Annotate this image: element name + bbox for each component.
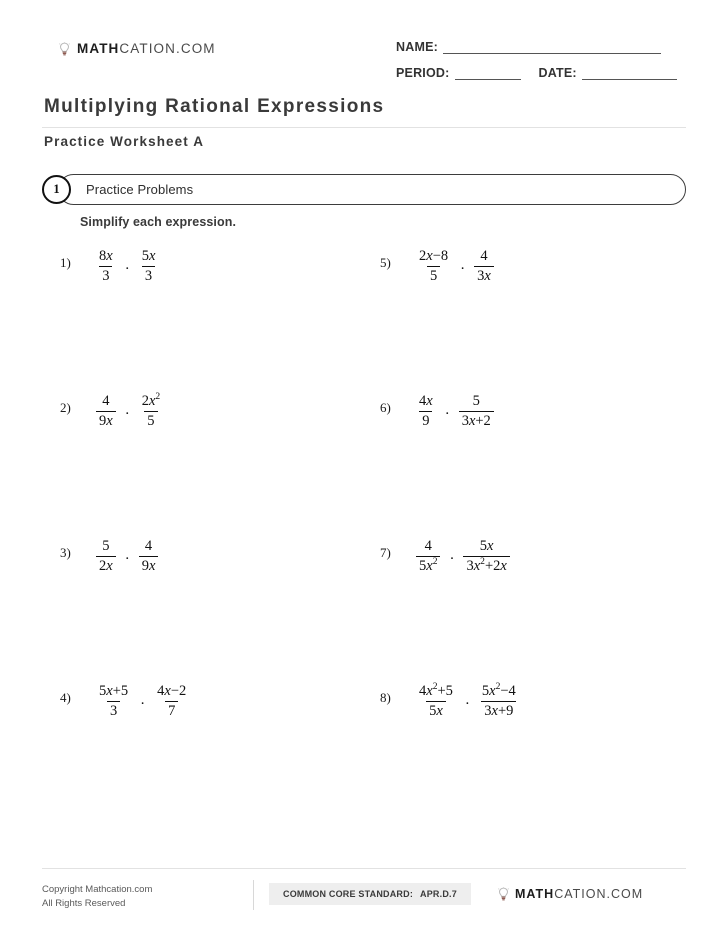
fraction-denominator: 5	[427, 266, 440, 284]
fraction-numerator: 4	[144, 538, 153, 555]
period-input[interactable]	[455, 66, 521, 80]
name-input[interactable]	[443, 40, 661, 54]
fraction-first-factor	[92, 393, 120, 428]
fraction-denominator: 3x+2	[459, 411, 494, 429]
multiplication-operator: ·	[124, 405, 130, 422]
multiplication-operator: ·	[449, 550, 455, 567]
fraction-numerator: 8x	[99, 248, 113, 265]
lightbulb-icon	[58, 42, 71, 57]
name-field-row	[396, 28, 686, 54]
problem-expression	[412, 243, 498, 289]
fraction-first-factor	[92, 538, 120, 573]
problem-item	[380, 533, 700, 678]
problem-item	[60, 533, 380, 678]
fraction-denominator: 7	[165, 701, 178, 719]
section-label: Practice Problems	[86, 182, 194, 197]
fraction-first-factor	[412, 393, 440, 428]
period-date-field-row	[396, 54, 686, 80]
fraction-second-factor	[150, 683, 193, 718]
fraction-numerator: 5x	[141, 248, 156, 265]
fraction-numerator: 5	[102, 538, 110, 555]
cc-value: APR.D.7	[420, 889, 457, 899]
fraction-denominator: 9x	[96, 411, 116, 429]
problem-expression	[92, 533, 162, 579]
fraction-numerator: 4x−2	[157, 683, 187, 700]
problem-item	[60, 388, 380, 533]
fraction-second-factor	[135, 538, 163, 573]
brand-wordmark	[77, 41, 216, 56]
brand-bold-text: MATH	[77, 41, 120, 56]
copyright-line-1: Copyright Mathcation.com	[42, 884, 153, 895]
fraction-numerator: 5	[472, 393, 480, 410]
problem-item	[60, 243, 380, 388]
page-title: Multiplying Rational Expressions	[44, 96, 385, 117]
problem-item	[380, 678, 700, 823]
problem-expression	[412, 678, 523, 724]
brand-light-text: CATION.COM	[119, 41, 216, 56]
fraction-denominator: 3	[107, 701, 120, 719]
fraction-second-factor	[475, 683, 523, 718]
fraction-denominator: 3x+9	[481, 701, 516, 719]
problem-number: 5)	[380, 255, 391, 270]
fraction-denominator: 3x	[474, 266, 494, 284]
problem-number: 1)	[60, 255, 71, 270]
common-core-standard-chip	[269, 883, 471, 905]
problem-number: 3)	[60, 545, 71, 560]
fraction-first-factor	[92, 248, 120, 283]
problem-number: 6)	[380, 400, 391, 415]
fraction-second-factor	[470, 248, 498, 283]
footer-brand-bold-text: MATH	[515, 886, 555, 901]
footer-brand-light-text: CATION.COM	[554, 886, 644, 901]
fraction-numerator: 4	[480, 248, 488, 265]
brand-logo	[58, 41, 216, 56]
fraction-numerator: 4	[424, 538, 432, 555]
copyright-line-2: All Rights Reserved	[42, 897, 126, 909]
page-footer	[42, 878, 686, 920]
fraction-denominator: $5x^2$	[416, 556, 440, 574]
date-label: DATE:	[538, 66, 577, 80]
problem-expression	[412, 388, 498, 434]
fraction-numerator: 5x	[479, 538, 494, 555]
fraction-denominator: $3x^2+2x$	[463, 556, 509, 574]
problem-expression	[92, 243, 162, 289]
fraction-numerator: 2x−8	[419, 248, 449, 265]
multiplication-operator: ·	[124, 260, 130, 277]
cc-label: COMMON CORE STANDARD:	[283, 889, 414, 899]
fraction-second-factor	[455, 393, 498, 428]
fraction-numerator: 4	[102, 393, 110, 410]
fraction-numerator: $2x^2$	[141, 391, 161, 410]
fraction-denominator: 2x	[96, 556, 116, 574]
fraction-first-factor	[412, 538, 444, 573]
fraction-numerator: 4x	[419, 393, 433, 410]
fraction-first-factor	[412, 248, 455, 283]
problem-expression	[92, 388, 167, 434]
problem-number: 8)	[380, 690, 391, 705]
problem-column-right	[380, 243, 700, 823]
problem-item	[380, 243, 700, 388]
fraction-denominator: 5x	[426, 701, 446, 719]
footer-brand-wordmark	[515, 887, 643, 901]
footer-separator	[253, 880, 254, 910]
problem-number: 7)	[380, 545, 391, 560]
period-label: PERIOD:	[396, 66, 450, 80]
student-info-fields	[396, 28, 686, 80]
problem-item	[60, 678, 380, 823]
problem-number: 4)	[60, 690, 71, 705]
lightbulb-icon	[497, 887, 510, 902]
fraction-denominator: 5	[144, 411, 157, 429]
section-number-badge: 1	[42, 175, 71, 204]
footer-brand-logo	[497, 886, 643, 901]
fraction-denominator: 3	[99, 266, 112, 284]
section-instruction: Simplify each expression.	[80, 215, 237, 229]
fraction-denominator: 9	[419, 411, 432, 429]
fraction-numerator: $5x^2-4$	[481, 681, 516, 700]
multiplication-operator: ·	[444, 405, 450, 422]
multiplication-operator: ·	[124, 550, 130, 567]
multiplication-operator: ·	[140, 695, 146, 712]
fraction-second-factor	[135, 393, 167, 428]
title-divider	[42, 127, 686, 128]
multiplication-operator: ·	[464, 695, 470, 712]
name-label: NAME:	[396, 40, 438, 54]
page-header	[42, 28, 686, 92]
multiplication-operator: ·	[460, 260, 466, 277]
fraction-first-factor	[92, 683, 135, 718]
problem-expression	[92, 678, 193, 724]
date-input[interactable]	[582, 66, 677, 80]
fraction-numerator: $4x^2+5$	[419, 681, 453, 700]
fraction-numerator: 5x+5	[99, 683, 129, 700]
fraction-first-factor	[412, 683, 460, 718]
fraction-second-factor	[459, 538, 513, 573]
fraction-second-factor	[135, 248, 163, 283]
copyright-text	[42, 883, 152, 911]
problem-expression	[412, 533, 514, 579]
problem-column-left	[60, 243, 380, 823]
fraction-denominator: 9x	[139, 556, 159, 574]
problem-number: 2)	[60, 400, 71, 415]
problem-item	[380, 388, 700, 533]
fraction-denominator: 3	[142, 266, 155, 284]
worksheet-subtitle: Practice Worksheet A	[44, 134, 205, 149]
footer-divider	[42, 868, 686, 869]
